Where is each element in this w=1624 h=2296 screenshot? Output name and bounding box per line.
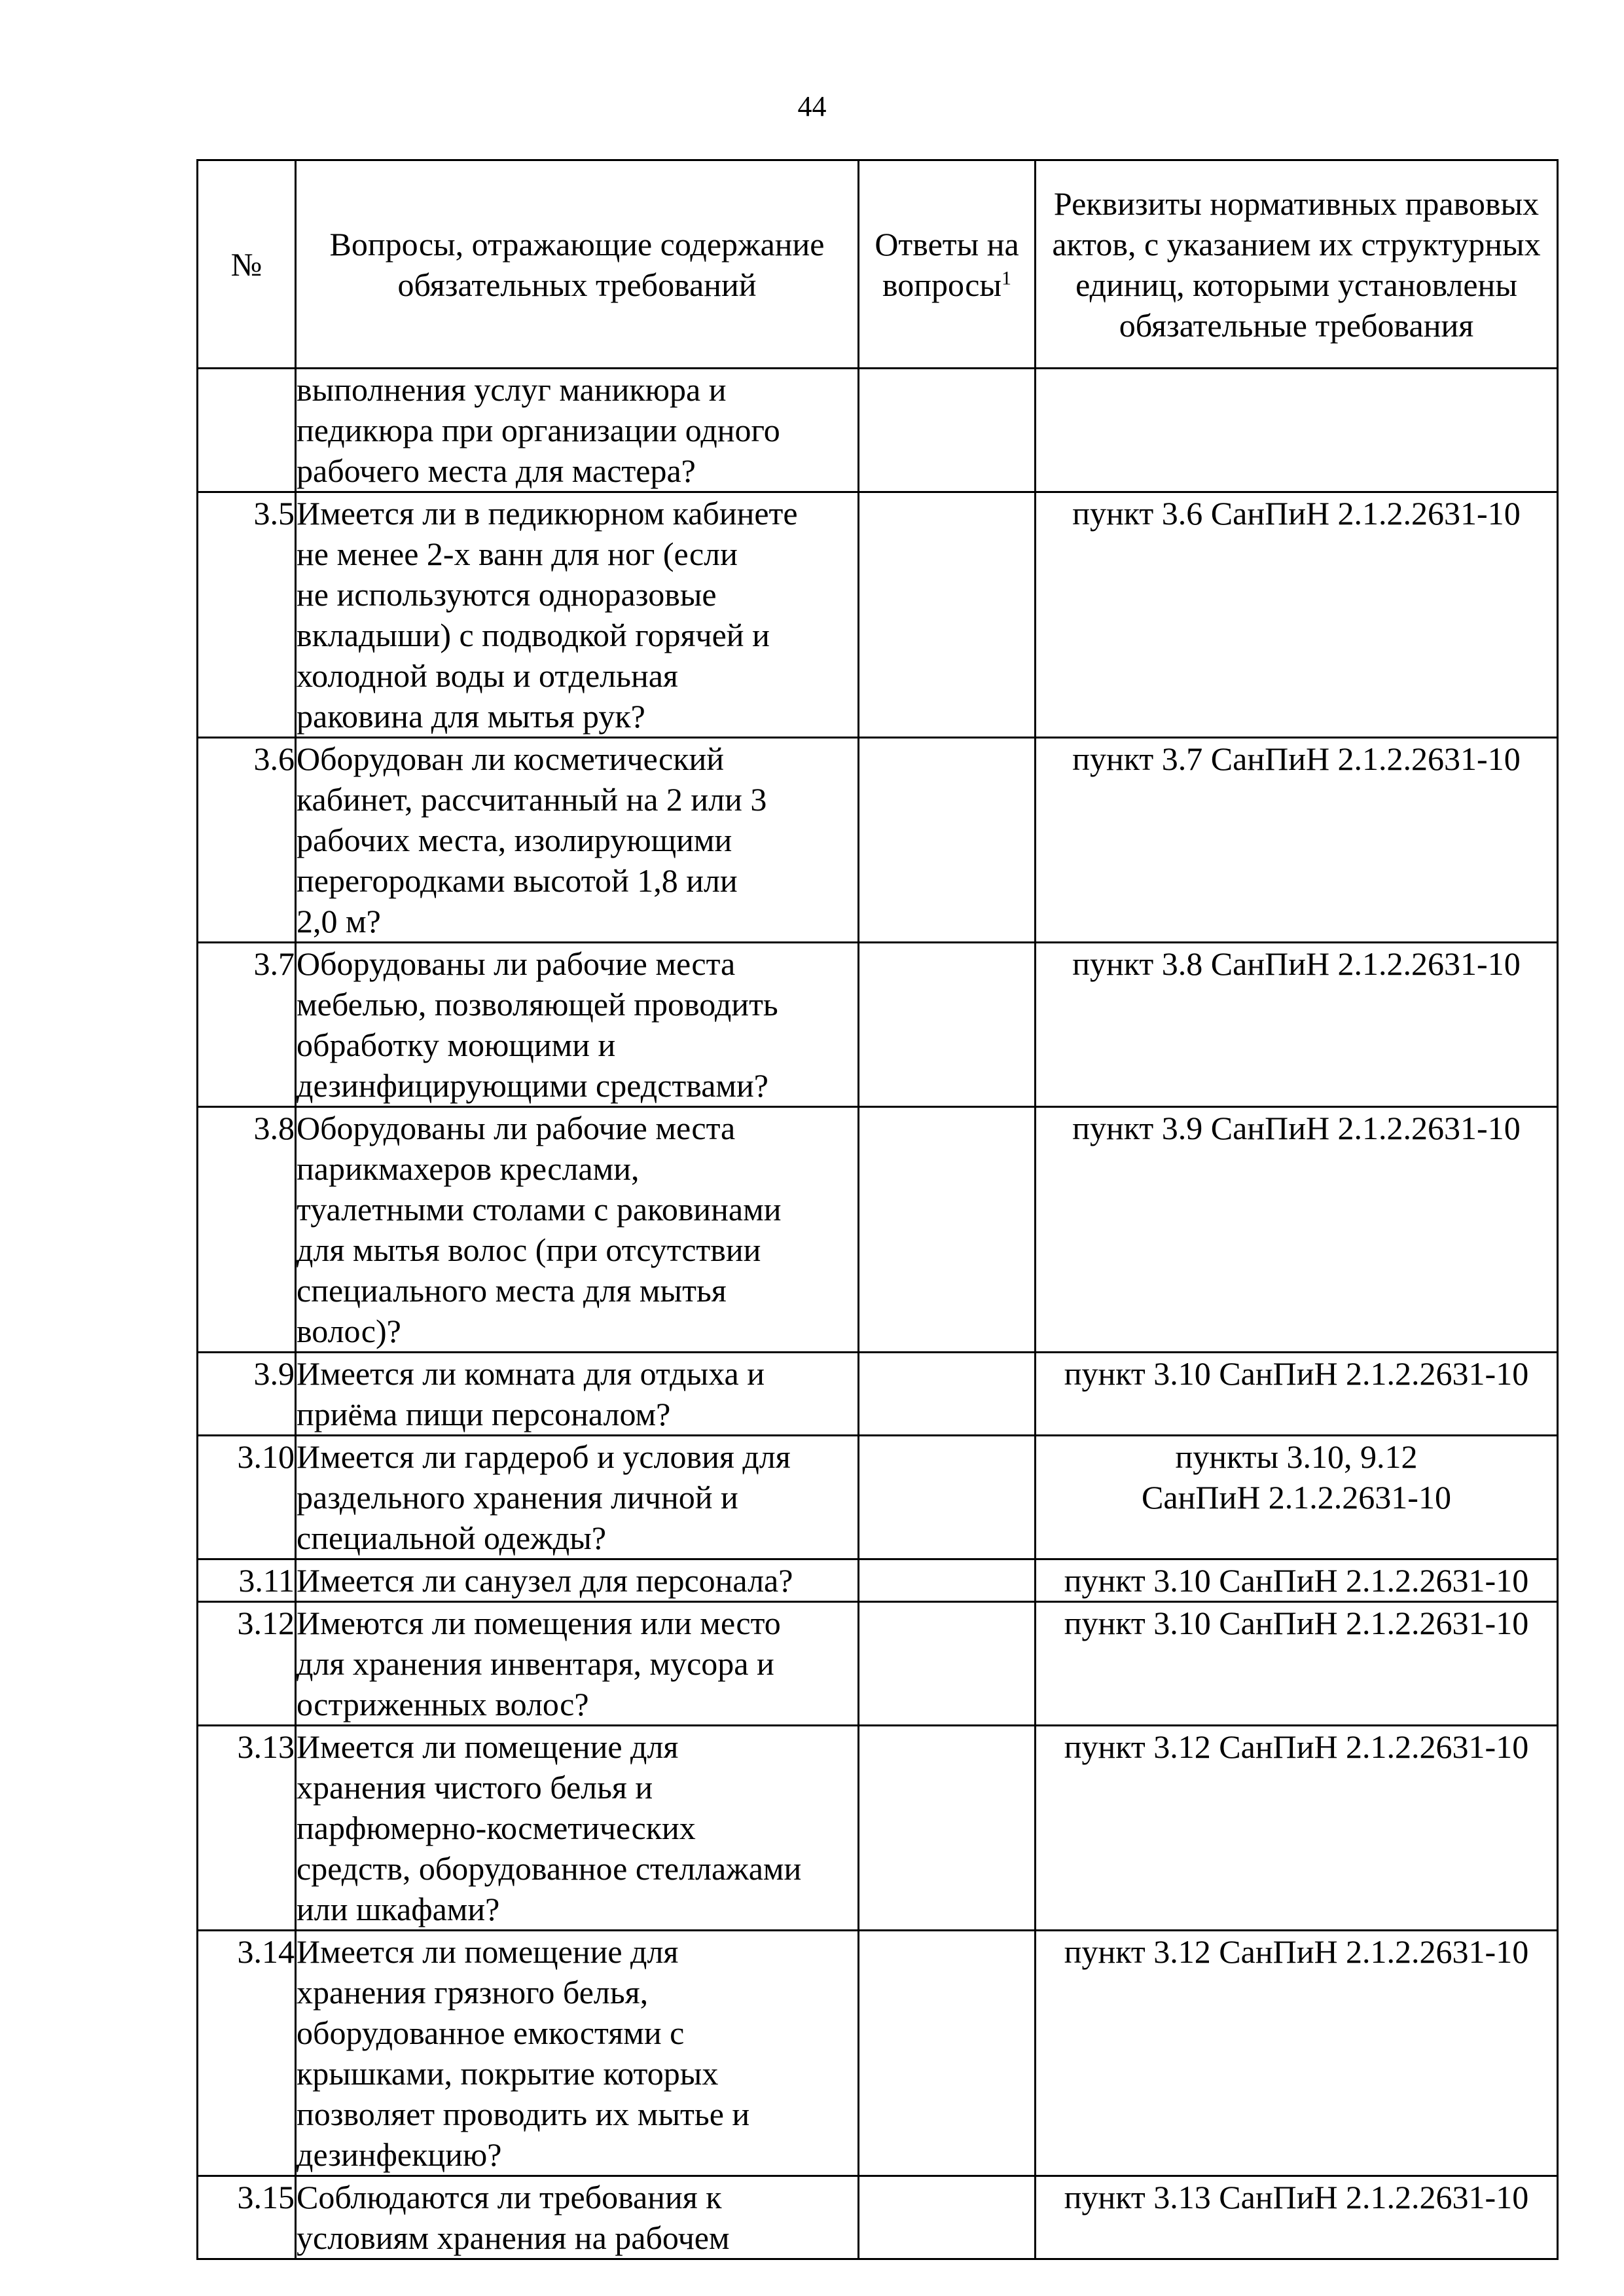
table-row <box>198 1726 1558 1931</box>
table-header-row <box>198 160 1558 369</box>
row-number <box>198 369 296 492</box>
row-question: Имеется ли помещение для хранения грязного белья, оборудованное емкостями с крышками, покрытие которых позволяет проводить их мытье и дезинфекцию? <box>296 1931 859 2176</box>
row-answer <box>859 1602 1036 1726</box>
row-number: 3.9 <box>198 1353 296 1436</box>
table-row <box>198 369 1558 492</box>
header-answer <box>859 160 1036 369</box>
row-question: Имеется ли в педикюрном кабинете не менее 2-х ванн для ног (если не используются одноразовые вкладыши) с подводкой горячей и холодной воды и отдельная раковина для мытья рук? <box>296 492 859 738</box>
row-answer <box>859 369 1036 492</box>
row-number: 3.15 <box>198 2176 296 2259</box>
row-number: 3.5 <box>198 492 296 738</box>
row-reference: пункт 3.10 СанПиН 2.1.2.2631-10 <box>1036 1353 1558 1436</box>
table-row <box>198 1107 1558 1353</box>
header-num: № <box>198 160 296 369</box>
row-question: выполнения услуг маникюра и педикюра при организации одного рабочего места для мастера? <box>296 369 859 492</box>
row-answer <box>859 1559 1036 1602</box>
table-row <box>198 1602 1558 1726</box>
table-row <box>198 943 1558 1107</box>
header-answer-label: Ответы на вопросы <box>875 225 1019 303</box>
row-reference <box>1036 369 1558 492</box>
row-question: Имеется ли санузел для персонала? <box>296 1559 859 1602</box>
row-number: 3.8 <box>198 1107 296 1353</box>
table-row <box>198 1931 1558 2176</box>
table-row <box>198 1436 1558 1559</box>
row-answer <box>859 492 1036 738</box>
row-question: Оборудованы ли рабочие места мебелью, позволяющей проводить обработку моющими и дезинфицирующими средствами? <box>296 943 859 1107</box>
row-answer <box>859 1353 1036 1436</box>
row-answer <box>859 1726 1036 1931</box>
row-question: Имеется ли помещение для хранения чистого белья и парфюмерно-косметических средств, оборудованное стеллажами или шкафами? <box>296 1726 859 1931</box>
row-number: 3.7 <box>198 943 296 1107</box>
row-answer <box>859 1931 1036 2176</box>
header-reference: Реквизиты нормативных правовых актов, с указанием их структурных единиц, которыми установлены обязательные требования <box>1036 160 1558 369</box>
row-answer <box>859 1436 1036 1559</box>
row-reference: пункты 3.10, 9.12 СанПиН 2.1.2.2631-10 <box>1036 1436 1558 1559</box>
table-row <box>198 1353 1558 1436</box>
row-answer <box>859 1107 1036 1353</box>
row-number: 3.11 <box>198 1559 296 1602</box>
row-question: Имеются ли помещения или место для хранения инвентаря, мусора и остриженных волос? <box>296 1602 859 1726</box>
row-number: 3.14 <box>198 1931 296 2176</box>
row-question: Оборудован ли косметический кабинет, рассчитанный на 2 или 3 рабочих места, изолирующими перегородками высотой 1,8 или 2,0 м? <box>296 738 859 943</box>
table-row <box>198 492 1558 738</box>
row-reference: пункт 3.9 СанПиН 2.1.2.2631-10 <box>1036 1107 1558 1353</box>
row-reference: пункт 3.8 СанПиН 2.1.2.2631-10 <box>1036 943 1558 1107</box>
header-question: Вопросы, отражающие содержание обязательных требований <box>296 160 859 369</box>
row-reference: пункт 3.12 СанПиН 2.1.2.2631-10 <box>1036 1931 1558 2176</box>
header-answer-footnote: 1 <box>1001 266 1012 289</box>
requirements-table <box>196 159 1559 2260</box>
table-row <box>198 2176 1558 2259</box>
row-question: Оборудованы ли рабочие места парикмахеров креслами, туалетными столами с раковинами для мытья волос (при отсутствии специального места для мытья волос)? <box>296 1107 859 1353</box>
table-row <box>198 1559 1558 1602</box>
row-answer <box>859 2176 1036 2259</box>
row-reference: пункт 3.10 СанПиН 2.1.2.2631-10 <box>1036 1559 1558 1602</box>
row-number: 3.6 <box>198 738 296 943</box>
row-reference: пункт 3.12 СанПиН 2.1.2.2631-10 <box>1036 1726 1558 1931</box>
table-row <box>198 738 1558 943</box>
row-number: 3.12 <box>198 1602 296 1726</box>
page-number: 44 <box>797 90 827 122</box>
row-reference: пункт 3.6 СанПиН 2.1.2.2631-10 <box>1036 492 1558 738</box>
row-reference: пункт 3.7 СанПиН 2.1.2.2631-10 <box>1036 738 1558 943</box>
row-question: Имеется ли гардероб и условия для раздельного хранения личной и специальной одежды? <box>296 1436 859 1559</box>
row-answer <box>859 738 1036 943</box>
row-reference: пункт 3.13 СанПиН 2.1.2.2631-10 <box>1036 2176 1558 2259</box>
row-number: 3.13 <box>198 1726 296 1931</box>
row-question: Имеется ли комната для отдыха и приёма пищи персоналом? <box>296 1353 859 1436</box>
row-reference: пункт 3.10 СанПиН 2.1.2.2631-10 <box>1036 1602 1558 1726</box>
row-answer <box>859 943 1036 1107</box>
row-number: 3.10 <box>198 1436 296 1559</box>
row-question: Соблюдаются ли требования к условиям хранения на рабочем <box>296 2176 859 2259</box>
